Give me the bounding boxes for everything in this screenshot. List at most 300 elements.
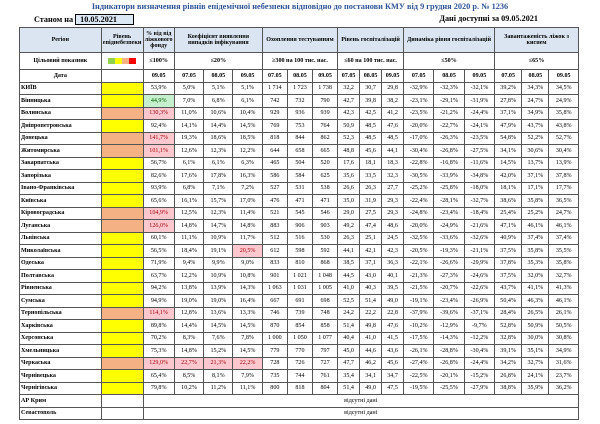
value-cell: 32,3 (382, 170, 404, 183)
table-row (20, 307, 579, 320)
value-cell: 104,9% (143, 207, 174, 220)
value-cell: 32,7% (522, 357, 549, 370)
value-cell: 735 (262, 370, 287, 383)
value-cell: 54,8% (495, 132, 522, 145)
date-test-0: 07.05 (262, 70, 287, 83)
value-cell: 48,8 (338, 145, 360, 158)
value-cell: 52,5 (338, 295, 360, 308)
value-cell: 34,9% (549, 345, 579, 358)
table-row (20, 82, 579, 95)
value-cell: 11,7% (233, 232, 262, 245)
value-cell: 63,7% (143, 270, 174, 283)
value-cell: 25,1 (360, 232, 382, 245)
value-cell: 858 (313, 320, 338, 333)
region-name: Закарпатська (20, 157, 102, 170)
value-cell: 24,2 (338, 307, 360, 320)
value-cell: 8,3% (174, 332, 203, 345)
table-row (20, 320, 579, 333)
value-cell: 546 (313, 207, 338, 220)
value-cell: -24,8% (404, 207, 434, 220)
value-cell: 6,8% (174, 182, 203, 195)
value-cell: 870 (262, 320, 287, 333)
date-hosp-2: 09.05 (382, 70, 404, 83)
value-cell: 38,6% (495, 195, 522, 208)
value-cell: 65,4% (143, 370, 174, 383)
region-name: Донецька (20, 132, 102, 145)
value-cell: 797 (313, 345, 338, 358)
value-cell: 19,3% (174, 132, 203, 145)
value-cell: 471 (313, 195, 338, 208)
level-cell (101, 270, 143, 283)
value-cell: -27,5% (464, 145, 494, 158)
value-cell: -32,5% (404, 232, 434, 245)
value-cell: 6,1% (204, 157, 233, 170)
value-cell: 939 (313, 107, 338, 120)
target-beds: ≤100% (143, 53, 174, 70)
value-cell: 30,8% (549, 332, 579, 345)
value-cell: 47,6 (382, 120, 404, 133)
target-detection: ≤20% (174, 53, 262, 70)
value-cell: 12,2% (174, 270, 203, 283)
no-data-cell: відсутні дані (143, 407, 579, 420)
level-cell (101, 145, 143, 158)
table-row (20, 407, 579, 420)
value-cell: -26,9% (464, 295, 494, 308)
data-available-line: Дані доступні за 09.05.2021 (439, 14, 538, 23)
value-cell: 1 005 (313, 282, 338, 295)
value-cell: 75,3% (143, 345, 174, 358)
status-date-line (34, 14, 134, 25)
value-cell: 17,7% (549, 182, 579, 195)
value-cell: 53,9% (143, 82, 174, 95)
value-cell: 16,1% (174, 195, 203, 208)
indicators-table (19, 27, 579, 420)
value-cell: -23,5% (404, 107, 434, 120)
value-cell: 35,8% (549, 107, 579, 120)
table-row (20, 295, 579, 308)
value-cell: 46,1% (522, 220, 549, 233)
table-body (20, 82, 579, 420)
value-cell: 12,5% (174, 207, 203, 220)
value-cell: 26,1% (549, 307, 579, 320)
value-cell: -28,1% (434, 195, 464, 208)
value-cell: -26,3% (434, 132, 464, 145)
value-cell: 746 (262, 307, 287, 320)
value-cell: -20,5% (404, 245, 434, 258)
value-cell: 42,3 (338, 107, 360, 120)
value-cell: -26,1% (404, 345, 434, 358)
value-cell: -10,2% (404, 320, 434, 333)
value-cell: 94,2% (143, 282, 174, 295)
value-cell: 41,0 (360, 332, 382, 345)
value-cell: 38,8% (495, 382, 522, 395)
region-name: Житомирська (20, 145, 102, 158)
value-cell: 46,3% (522, 295, 549, 308)
level-cell (101, 320, 143, 333)
value-cell: 16,4% (233, 295, 262, 308)
level-scale-icon (108, 58, 136, 64)
date-dyn-2: 09.05 (464, 70, 494, 83)
value-cell: 35,8% (522, 195, 549, 208)
header-row (20, 28, 579, 53)
value-cell: 56,7% (143, 157, 174, 170)
header-region: Регіон (20, 28, 102, 53)
value-cell: -21,2% (434, 107, 464, 120)
value-cell: -21,1% (464, 245, 494, 258)
value-cell: 7,0% (174, 95, 203, 108)
value-cell: 504 (287, 157, 312, 170)
value-cell: -24,1% (464, 120, 494, 133)
value-cell: 37,8% (495, 257, 522, 270)
value-cell: 42,1 (360, 245, 382, 258)
value-cell: 24,7% (522, 95, 549, 108)
value-cell: -19,3% (434, 245, 464, 258)
table-row (20, 207, 579, 220)
value-cell: 770 (287, 345, 312, 358)
value-cell: 51,4 (360, 295, 382, 308)
value-cell: 44,5 (338, 270, 360, 283)
value-cell: 25,4% (495, 207, 522, 220)
value-cell: 14,4% (174, 320, 203, 333)
value-cell: -19,5% (404, 382, 434, 395)
value-cell: 49,2 (338, 220, 360, 233)
region-name: Київська (20, 195, 102, 208)
value-cell: 27,7 (382, 182, 404, 195)
date-beds-0: 09.05 (143, 70, 174, 83)
value-cell: 44,9% (143, 95, 174, 108)
value-cell: 527 (262, 182, 287, 195)
value-cell: 24,5 (382, 232, 404, 245)
value-cell: 43,6 (382, 345, 404, 358)
value-cell: 51,4 (338, 320, 360, 333)
value-cell: 52,2% (522, 132, 549, 145)
value-cell: 31,6% (549, 357, 579, 370)
level-cell (101, 82, 143, 95)
value-cell: 625 (313, 170, 338, 183)
value-cell: 728 (262, 357, 287, 370)
region-name: Одеська (20, 257, 102, 270)
value-cell: 14,5% (233, 120, 262, 133)
target-testing: ≥300 на 100 тис. нас. (262, 53, 337, 70)
value-cell: 48,5 (360, 120, 382, 133)
value-cell: 126,0% (143, 220, 174, 233)
value-cell: 14,7% (204, 220, 233, 233)
value-cell: 7,1% (204, 182, 233, 195)
value-cell: 46,2 (360, 357, 382, 370)
level-scale (101, 53, 143, 70)
value-cell: 43,8% (549, 120, 579, 133)
value-cell: 26,3 (360, 182, 382, 195)
value-cell: 39,8 (360, 95, 382, 108)
value-cell: -26,8% (434, 145, 464, 158)
value-cell: 769 (262, 120, 287, 133)
table-row (20, 282, 579, 295)
value-cell: -21,5% (404, 282, 434, 295)
region-name: Луганська (20, 220, 102, 233)
target-hospitalization: ≤60 на 100 тис. нас. (338, 53, 404, 70)
target-oxygen: ≤65% (495, 53, 579, 70)
level-cell (101, 257, 143, 270)
value-cell: 19,1% (204, 245, 233, 258)
value-cell: 92,4% (143, 120, 174, 133)
value-cell: 8,1% (204, 370, 233, 383)
value-cell: 7,6% (204, 332, 233, 345)
value-cell: 739 (287, 307, 312, 320)
level-cell (101, 107, 143, 120)
value-cell: 38,2 (382, 95, 404, 108)
value-cell: 742 (262, 95, 287, 108)
value-cell: 22,8 (382, 307, 404, 320)
date-row (20, 70, 579, 83)
value-cell: -32,6% (464, 232, 494, 245)
level-cell (101, 395, 143, 408)
page-title: Індикатори визначення рівнів епідемічної небезпеки відповідно до постанови КМУ від 9 грудня 2020 р. № 1236 (91, 2, 509, 11)
value-cell: -22,4% (404, 195, 434, 208)
value-cell: 46,1% (549, 220, 579, 233)
level-cell (101, 370, 143, 383)
value-cell: 833 (262, 257, 287, 270)
value-cell: 49,0 (382, 295, 404, 308)
value-cell: 12,6% (174, 145, 203, 158)
value-cell: 18,1 (360, 157, 382, 170)
value-cell: 41,1% (522, 282, 549, 295)
value-cell: -15,2% (464, 370, 494, 383)
value-cell: 11,0% (174, 107, 203, 120)
region-name: Чернігівська (20, 382, 102, 395)
value-cell: 30,0% (522, 332, 549, 345)
value-cell: 12,3% (204, 145, 233, 158)
value-cell: 753 (287, 120, 312, 133)
value-cell: 60,1% (143, 232, 174, 245)
value-cell: 52,7% (549, 132, 579, 145)
value-cell: -20,1% (434, 370, 464, 383)
value-cell: -20,0% (404, 120, 434, 133)
level-cell (101, 357, 143, 370)
value-cell: -25,2% (404, 182, 434, 195)
value-cell: 12,3% (204, 207, 233, 220)
value-cell: 30,4% (549, 145, 579, 158)
level-cell (101, 282, 143, 295)
value-cell: 47,5 (382, 382, 404, 395)
value-cell: 1 050 (287, 332, 312, 345)
value-cell: 531 (287, 182, 312, 195)
value-cell: 19,0% (204, 295, 233, 308)
table-row (20, 232, 579, 245)
table-row (20, 182, 579, 195)
value-cell: 658 (287, 145, 312, 158)
level-cell (101, 132, 143, 145)
value-cell: 24,7% (549, 207, 579, 220)
value-cell: 17,8% (204, 170, 233, 183)
value-cell: 33,5 (360, 170, 382, 183)
table-row (20, 370, 579, 383)
value-cell: 18,4% (174, 245, 203, 258)
value-cell: -33,6% (434, 232, 464, 245)
region-name: Волинська (20, 107, 102, 120)
level-cell (101, 382, 143, 395)
header-level: Рівень епіднебезпеки (101, 28, 143, 53)
value-cell: 883 (262, 220, 287, 233)
value-cell: 32,8% (495, 332, 522, 345)
date-oxy-1: 08.05 (522, 70, 549, 83)
value-cell: 45,0 (338, 345, 360, 358)
value-cell: 471 (287, 195, 312, 208)
value-cell: 52,3 (338, 132, 360, 145)
region-name: Миколаївська (20, 245, 102, 258)
table-row (20, 332, 579, 345)
value-cell: -27,9% (464, 382, 494, 395)
value-cell: 29,8 (382, 82, 404, 95)
value-cell: 854 (287, 320, 312, 333)
value-cell: 130,3% (143, 107, 174, 120)
value-cell: 800 (262, 382, 287, 395)
value-cell: 36,2% (549, 382, 579, 395)
value-cell: 818 (287, 382, 312, 395)
value-cell: -22,6% (464, 282, 494, 295)
value-cell: 48,6 (382, 220, 404, 233)
value-cell: -23,1% (404, 95, 434, 108)
value-cell: 29,0 (338, 207, 360, 220)
table-row (20, 132, 579, 145)
value-cell: 37,1% (495, 107, 522, 120)
level-cell (101, 182, 143, 195)
value-cell: -22,1% (404, 257, 434, 270)
value-cell: 37,8% (549, 170, 579, 183)
no-data-cell: відсутні дані (143, 395, 579, 408)
value-cell: 584 (287, 170, 312, 183)
value-cell: 30,7 (360, 82, 382, 95)
value-cell: -9,7% (464, 320, 494, 333)
value-cell: -30,4% (404, 145, 434, 158)
date-empty (101, 70, 143, 83)
value-cell: 804 (313, 382, 338, 395)
value-cell: 11,2% (204, 382, 233, 395)
date-det-2: 09.05 (233, 70, 262, 83)
value-cell: -23,5% (464, 132, 494, 145)
value-cell: 41,2 (382, 107, 404, 120)
date-dyn-1: 08.05 (434, 70, 464, 83)
table-row (20, 245, 579, 258)
value-cell: 20,5% (233, 245, 262, 258)
header-hospitalization: Рівень госпіталізацій (338, 28, 404, 53)
value-cell: 19,0% (174, 295, 203, 308)
table-row (20, 95, 579, 108)
level-cell (101, 157, 143, 170)
value-cell: 22,2 (360, 307, 382, 320)
value-cell: 29,3 (382, 207, 404, 220)
value-cell: 14,5% (495, 157, 522, 170)
value-cell: 35,0 (338, 195, 360, 208)
value-cell: -34,8% (464, 170, 494, 183)
value-cell: 37,5% (495, 245, 522, 258)
region-name: Севастополь (20, 407, 102, 420)
value-cell: 520 (313, 157, 338, 170)
value-cell: 726 (287, 357, 312, 370)
value-cell: 101,1% (143, 145, 174, 158)
value-cell: 35,5% (549, 245, 579, 258)
region-name: Львівська (20, 232, 102, 245)
value-cell: 15,2% (204, 345, 233, 358)
value-cell: 34,9% (522, 107, 549, 120)
region-name: Черкаська (20, 357, 102, 370)
value-cell: -19,1% (404, 295, 434, 308)
value-cell: 82,6% (143, 170, 174, 183)
level-cell (101, 120, 143, 133)
value-cell: -20,0% (404, 220, 434, 233)
value-cell: 41,5 (382, 332, 404, 345)
level-cell (101, 345, 143, 358)
region-name: Сумська (20, 295, 102, 308)
level-cell (101, 307, 143, 320)
value-cell: 31,9 (360, 195, 382, 208)
value-cell: -39,6% (434, 307, 464, 320)
table-row (20, 145, 579, 158)
value-cell: 10,9% (204, 270, 233, 283)
value-cell: -28,8% (434, 345, 464, 358)
value-cell: 47,1% (495, 220, 522, 233)
value-cell: 530 (313, 232, 338, 245)
value-cell: -32,3% (434, 82, 464, 95)
value-cell: 21,3% (204, 357, 233, 370)
value-cell: 89,8% (143, 320, 174, 333)
value-cell: 901 (262, 270, 287, 283)
value-cell: 1 021 (287, 270, 312, 283)
value-cell: 50,9 (338, 120, 360, 133)
value-cell: 37,4% (549, 232, 579, 245)
value-cell: 10,4% (233, 107, 262, 120)
value-cell: -37,9% (404, 307, 434, 320)
value-cell: 10,8% (233, 270, 262, 283)
value-cell: 48,5 (382, 132, 404, 145)
table-row (20, 357, 579, 370)
value-cell: 7,2% (233, 182, 262, 195)
value-cell: -24,6% (464, 270, 494, 283)
date-label: Дата (20, 70, 102, 83)
value-cell: -25,8% (434, 182, 464, 195)
value-cell: 17,1% (522, 182, 549, 195)
value-cell: 1 048 (313, 270, 338, 283)
value-cell: 47,4 (360, 220, 382, 233)
value-cell: 32,2 (338, 82, 360, 95)
value-cell: 114,1% (143, 307, 174, 320)
value-cell: 35,4 (338, 370, 360, 383)
value-cell: 35,8% (549, 257, 579, 270)
date-det-0: 07.05 (174, 70, 203, 83)
value-cell: 5,1% (233, 82, 262, 95)
value-cell: 35,9% (522, 382, 549, 395)
date-oxy-2: 09.05 (549, 70, 579, 83)
level-cell (101, 407, 143, 420)
value-cell: 42,0% (495, 170, 522, 183)
value-cell: 47,6 (382, 320, 404, 333)
level-cell (101, 195, 143, 208)
value-cell: 14,4% (204, 120, 233, 133)
date-hosp-0: 07.05 (338, 70, 360, 83)
value-cell: -32,1% (464, 82, 494, 95)
value-cell: -14,3% (434, 332, 464, 345)
value-cell: -24,9% (434, 220, 464, 233)
value-cell: -24,4% (464, 357, 494, 370)
value-cell: 476 (262, 195, 287, 208)
table-row (20, 382, 579, 395)
table-row (20, 220, 579, 233)
value-cell: 903 (313, 220, 338, 233)
value-cell: -12,2% (464, 332, 494, 345)
value-cell: -23,4% (434, 295, 464, 308)
value-cell: 6,1% (233, 95, 262, 108)
table-row (20, 257, 579, 270)
value-cell: -31,9% (464, 95, 494, 108)
